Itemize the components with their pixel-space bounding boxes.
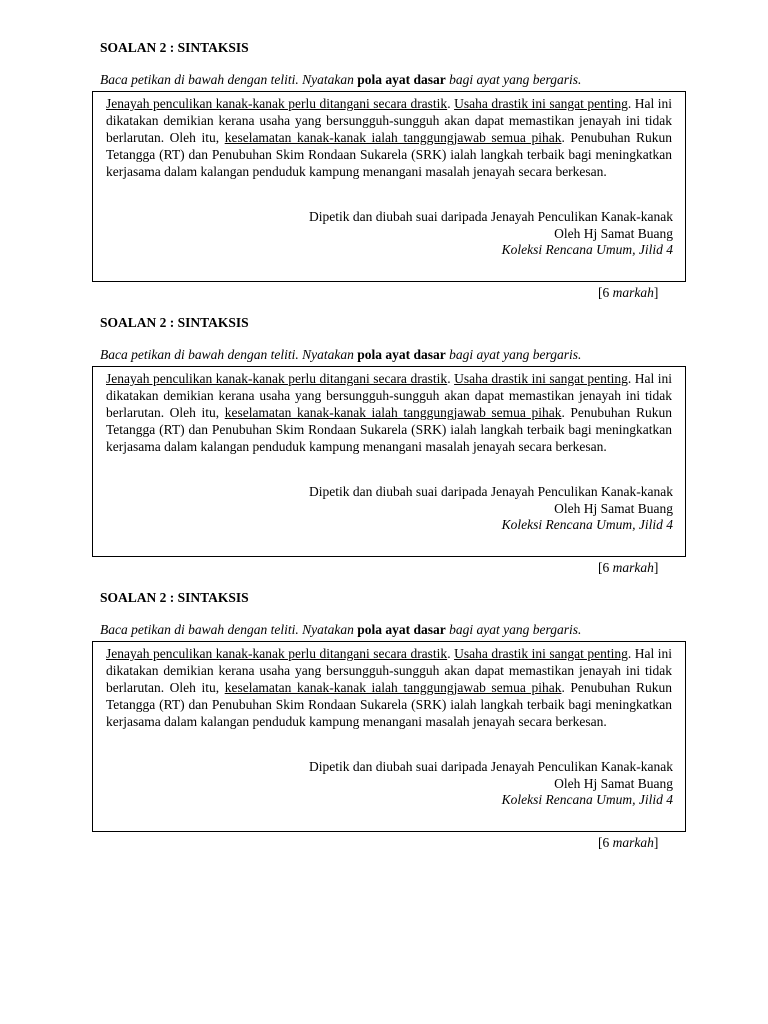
question-heading: SOALAN 2 : SINTAKSIS	[100, 315, 249, 330]
passage-segment: .	[447, 646, 455, 661]
marks-close: ]	[653, 560, 659, 575]
instruction-text-end: bagi ayat yang bergaris.	[445, 347, 582, 362]
marks-word: markah	[612, 560, 654, 575]
passage-source	[309, 759, 673, 809]
passage-segment: . Hal ini dikatakan demikian kerana usaha yang bersungguh-sungguh akan dapat memastikan jenayah ini tidak berlarutan. Oleh itu,	[106, 371, 672, 420]
marks-word: markah	[612, 285, 654, 300]
underlined-sentence-1: Jenayah penculikan kanak-kanak perlu ditangani secara drastik	[106, 371, 448, 386]
underlined-sentence-2: Usaha drastik ini sangat penting	[454, 96, 628, 111]
instruction-emphasis: pola ayat dasar	[357, 622, 446, 637]
passage-segment: . Penubuhan Rukun Tetangga (RT) dan Penubuhan Skim Rondaan Sukarela (SRK) ialah langkah terbaik bagi meningkatkan kerjasama dalam kalangan penduduk kampung menangani masalah jenayah secara berkesan.	[106, 405, 672, 454]
underlined-sentence-1: Jenayah penculikan kanak-kanak perlu ditangani secara drastik	[106, 96, 448, 111]
marks-open: [6	[598, 560, 613, 575]
instruction-emphasis: pola ayat dasar	[357, 72, 446, 87]
passage-source	[309, 484, 673, 534]
instruction-emphasis: pola ayat dasar	[357, 347, 446, 362]
question-block-1	[0, 0, 768, 300]
passage-text	[106, 370, 672, 455]
passage-segment: . Penubuhan Rukun Tetangga (RT) dan Penubuhan Skim Rondaan Sukarela (SRK) ialah langkah terbaik bagi meningkatkan kerjasama dalam kalangan penduduk kampung menangani masalah jenayah secara berkesan.	[106, 680, 672, 729]
question-block-2	[0, 275, 768, 575]
source-line: Dipetik dan diubah suai daripada Jenayah Penculikan Kanak-kanak	[309, 209, 673, 224]
marks-open: [6	[598, 835, 613, 850]
marks-label	[598, 835, 658, 851]
underlined-sentence-3: keselamatan kanak-kanak ialah tanggungjawab semua pihak	[224, 405, 562, 420]
question-instruction	[100, 347, 581, 363]
question-instruction	[100, 622, 581, 638]
instruction-text: Baca petikan di bawah dengan teliti. Nyatakan	[100, 347, 358, 362]
source-line: Dipetik dan diubah suai daripada Jenayah Penculikan Kanak-kanak	[309, 484, 673, 499]
question-heading: SOALAN 2 : SINTAKSIS	[100, 40, 249, 55]
passage-segment: . Hal ini dikatakan demikian kerana usaha yang bersungguh-sungguh akan dapat memastikan jenayah ini tidak berlarutan. Oleh itu,	[106, 96, 672, 145]
marks-close: ]	[653, 285, 659, 300]
passage-box	[92, 641, 686, 832]
source-author: Oleh Hj Samat Buang	[554, 225, 673, 241]
underlined-sentence-2: Usaha drastik ini sangat penting	[454, 646, 628, 661]
underlined-sentence-2: Usaha drastik ini sangat penting	[454, 371, 628, 386]
source-author: Oleh Hj Samat Buang	[554, 500, 673, 516]
instruction-text: Baca petikan di bawah dengan teliti. Nyatakan	[100, 622, 358, 637]
passage-box	[92, 91, 686, 282]
question-instruction	[100, 72, 581, 88]
question-block-3	[0, 550, 768, 850]
passage-source	[309, 209, 673, 259]
instruction-text: Baca petikan di bawah dengan teliti. Nyatakan	[100, 72, 358, 87]
marks-open: [6	[598, 285, 613, 300]
passage-text	[106, 95, 672, 180]
passage-segment: . Hal ini dikatakan demikian kerana usaha yang bersungguh-sungguh akan dapat memastikan jenayah ini tidak berlarutan. Oleh itu,	[106, 646, 672, 695]
passage-segment: .	[447, 96, 455, 111]
question-heading: SOALAN 2 : SINTAKSIS	[100, 590, 249, 605]
source-publication: Koleksi Rencana Umum, Jilid 4	[501, 517, 673, 532]
passage-box	[92, 366, 686, 557]
marks-close: ]	[653, 835, 659, 850]
underlined-sentence-3: keselamatan kanak-kanak ialah tanggungjawab semua pihak	[224, 680, 562, 695]
instruction-text-end: bagi ayat yang bergaris.	[445, 72, 582, 87]
passage-text	[106, 645, 672, 730]
underlined-sentence-3: keselamatan kanak-kanak ialah tanggungjawab semua pihak	[224, 130, 562, 145]
marks-word: markah	[612, 835, 654, 850]
source-publication: Koleksi Rencana Umum, Jilid 4	[501, 242, 673, 257]
passage-segment: .	[447, 371, 455, 386]
source-publication: Koleksi Rencana Umum, Jilid 4	[501, 792, 673, 807]
instruction-text-end: bagi ayat yang bergaris.	[445, 622, 582, 637]
underlined-sentence-1: Jenayah penculikan kanak-kanak perlu ditangani secara drastik	[106, 646, 448, 661]
passage-segment: . Penubuhan Rukun Tetangga (RT) dan Penubuhan Skim Rondaan Sukarela (SRK) ialah langkah terbaik bagi meningkatkan kerjasama dalam kalangan penduduk kampung menangani masalah jenayah secara berkesan.	[106, 130, 672, 179]
source-author: Oleh Hj Samat Buang	[554, 775, 673, 791]
source-line: Dipetik dan diubah suai daripada Jenayah Penculikan Kanak-kanak	[309, 759, 673, 774]
